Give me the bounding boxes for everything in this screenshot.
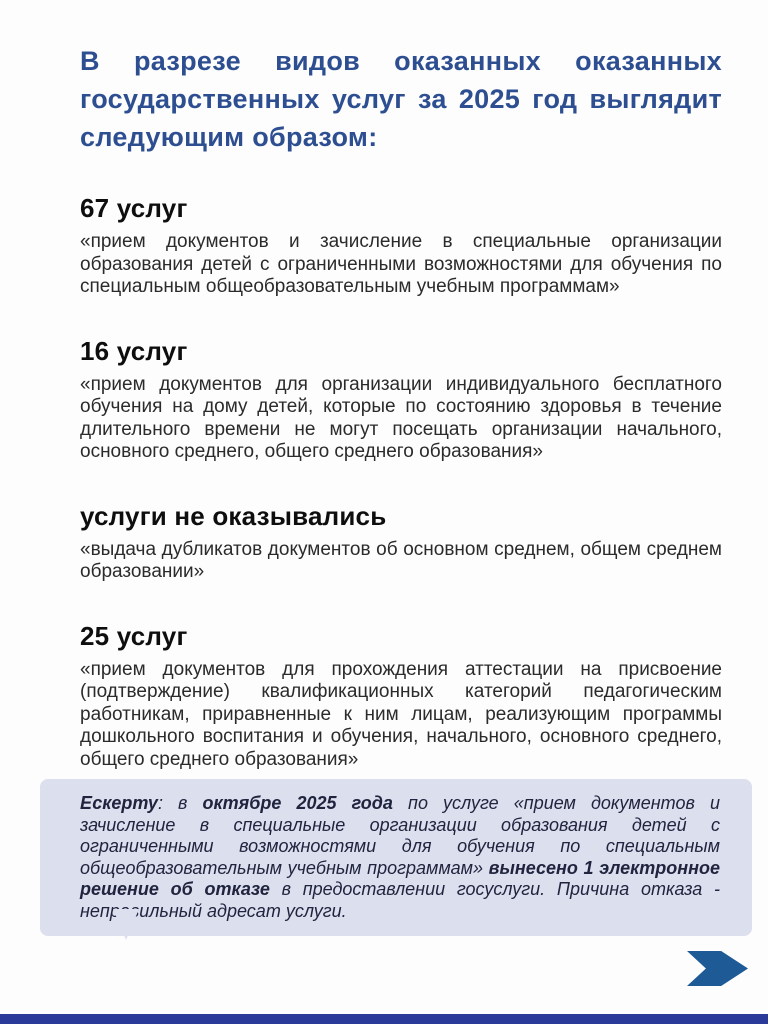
section-body: «прием документов для прохождения аттестации на присвоение (подтверждение) квалификационных категорий педагогическим работникам, приравненные к ним лицам, реализующим программы дошкольного воспитания и обучения, начального, основного среднего, общего среднего образования» — [80, 658, 722, 770]
section-body: «прием документов для организации индивидуального бесплатного обучения на дому детей, которые по состоянию здоровья в течение длительного времени не могут посещать организации начального, основного среднего, общего среднего образования» — [80, 373, 722, 462]
note-callout-box — [40, 779, 752, 936]
section-body: «прием документов и зачисление в специальные организации образования детей с ограниченными возможностями для обучения по специальным общеобразовательным учебным программам» — [80, 231, 722, 297]
main-content — [80, 42, 722, 807]
service-section-none — [80, 500, 722, 584]
section-heading: услуги не оказывались — [80, 500, 387, 531]
section-heading: 25 услуг — [80, 620, 188, 651]
section-body: «выдача дубликатов документов об основном среднем, общем среднем образовании» — [80, 538, 722, 582]
page-title: В разрезе видов оказанных оказанных государственных услуг за 2025 год выглядит следующим образом: — [80, 46, 722, 152]
service-section-25 — [80, 620, 722, 772]
callout-tail-pointer — [113, 909, 139, 940]
service-section-67 — [80, 192, 722, 299]
footer-bar — [0, 1014, 768, 1024]
note-text: Ескерту: в октябре 2025 года по услуге «прием документов и зачисление в специальные организации образования детей с ограниченными возможностями для обучения по специальным общеобразовательным учебным программам» вынесено 1 электронное решение об отказе в предоставлении госуслуги. Причина отказа - неправильный адресат услуги. — [80, 793, 720, 921]
section-heading: 67 услуг — [80, 193, 188, 223]
service-section-16 — [80, 335, 722, 464]
section-heading: 16 услуг — [80, 335, 188, 366]
next-arrow-icon[interactable] — [687, 951, 748, 986]
